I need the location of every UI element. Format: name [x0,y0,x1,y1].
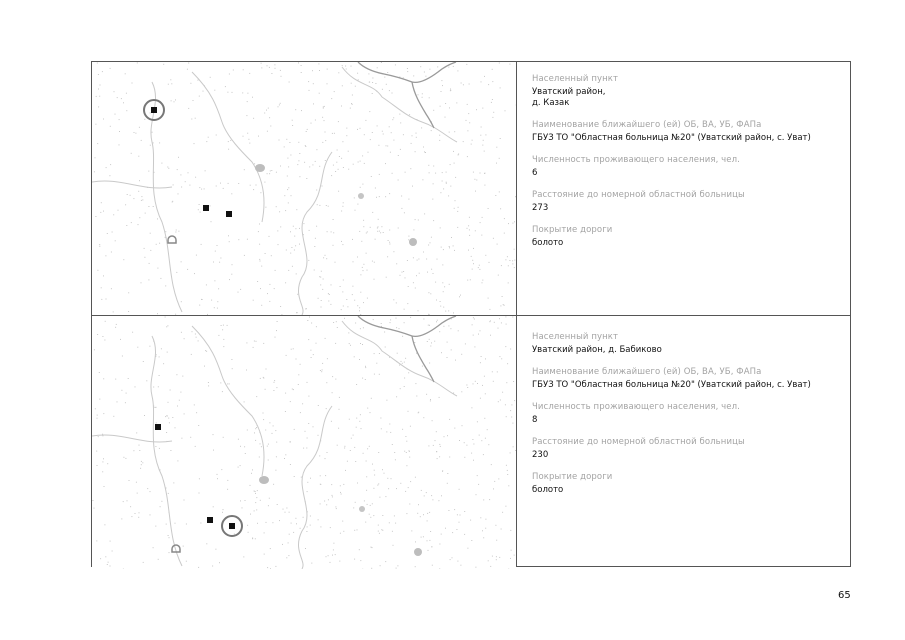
lake-shape [409,238,417,246]
settlement-marker [151,107,157,113]
facility-label: Наименование ближайшего (ей) ОБ, ВА, УБ, ФАПа [532,367,762,377]
population-label: Численность проживающего населения, чел. [532,402,740,412]
road-label: Покрытие дороги [532,225,613,235]
population-value: 6 [532,168,538,178]
lake-shape [259,476,269,484]
records-table [91,61,851,567]
column-divider [516,62,517,566]
map-babikovo [92,316,516,569]
settlement-value: Уватский район, д. Бабиково [532,345,662,355]
settlement-marker [229,523,235,529]
record-info-1 [532,74,842,260]
distance-value: 273 [532,203,549,213]
population-value: 8 [532,415,538,425]
page-number: 65 [838,590,851,601]
settlement-line-1: Уватский район, [532,87,606,97]
record-info-2 [532,332,842,507]
lake-shape [414,548,422,556]
lake-shape [358,193,364,199]
settlement-marker [203,205,209,211]
settlement-value [532,87,842,109]
settlement-marker [226,211,232,217]
lake-shape [255,164,265,172]
facility-value: ГБУЗ ТО "Областная больница №20" (Уватский район, с. Уват) [532,133,811,143]
road-value: болото [532,485,564,495]
settlement-label: Населенный пункт [532,332,619,342]
population-label: Численность проживающего населения, чел. [532,155,740,165]
road-value: болото [532,238,564,248]
map-kazak [92,62,516,315]
settlement-marker [155,424,161,430]
lake-shape [359,506,365,512]
settlement-label: Населенный пункт [532,74,619,84]
map-babikovo-graphic [92,316,516,569]
settlement-marker [207,517,213,523]
distance-label: Расстояние до номерной областной больницы [532,437,745,447]
distance-value: 230 [532,450,549,460]
distance-label: Расстояние до номерной областной больницы [532,190,745,200]
map-kazak-graphic [92,62,516,315]
facility-label: Наименование ближайшего (ей) ОБ, ВА, УБ, ФАПа [532,120,762,130]
settlement-line-2: д. Казак [532,98,570,108]
facility-value: ГБУЗ ТО "Областная больница №20" (Уватский район, с. Уват) [532,380,811,390]
road-label: Покрытие дороги [532,472,613,482]
